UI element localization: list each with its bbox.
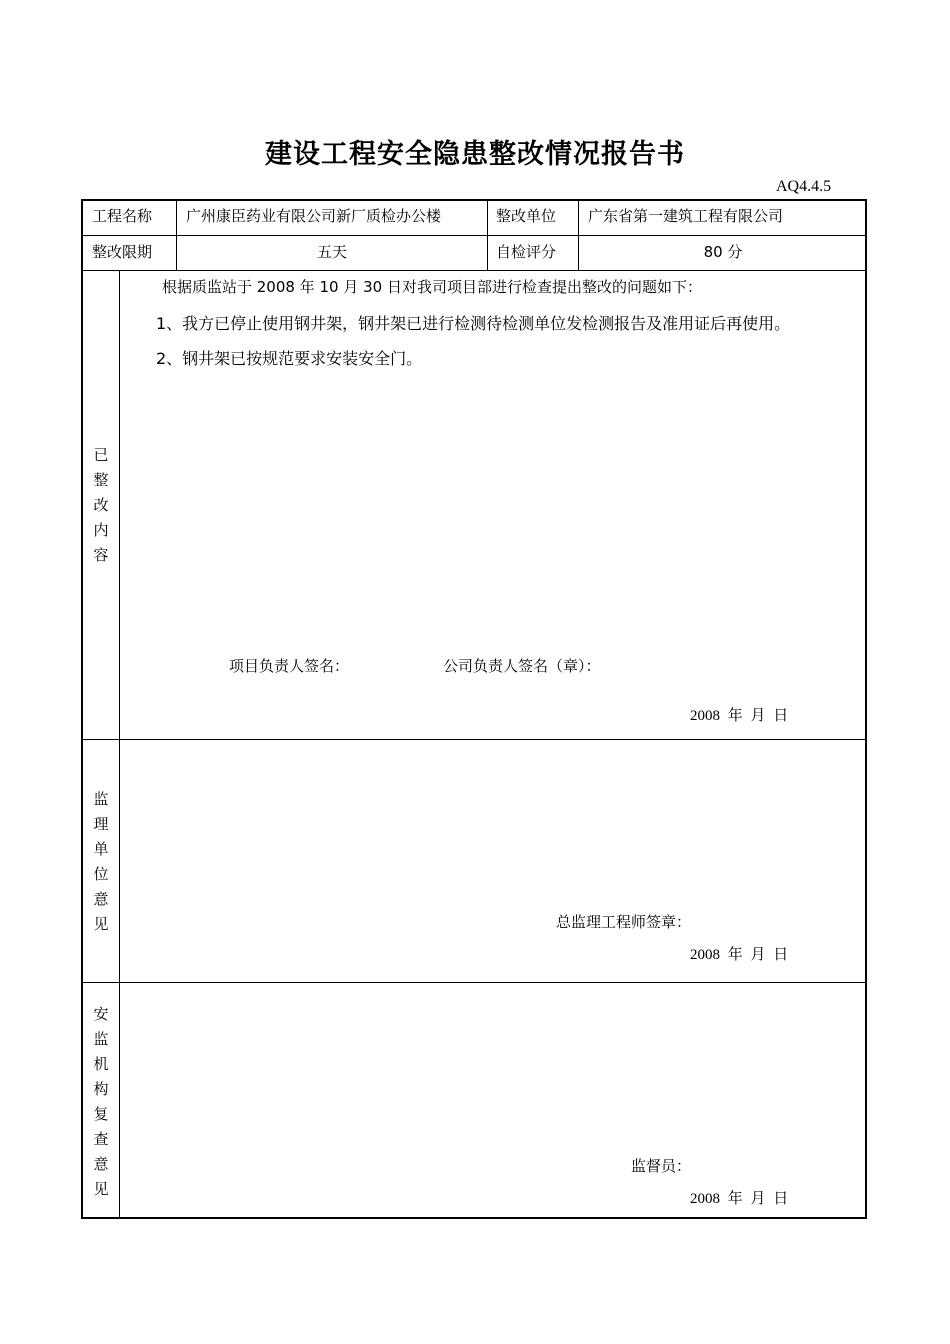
safety-review-label (84, 1002, 118, 1202)
document-code: AQ4.4.5 (776, 178, 832, 195)
label-char: 监 (93, 1030, 109, 1048)
label-char: 已 (93, 446, 109, 464)
label-char: 改 (93, 496, 109, 514)
label-char: 位 (93, 865, 109, 883)
rectified-item: 1、我方已停止使用钢井架，钢井架已进行检测待检测单位发检测报告及准用证后再使用。 (156, 314, 791, 333)
rectified-intro: 根据质监站于 2008 年 10 月 30 日对我司项目部进行检查提出整改的问题如下： (162, 278, 702, 296)
label-char: 查 (93, 1130, 109, 1148)
inspector-sign-label: 监督员： (631, 1157, 692, 1175)
project-name-value: 广州康臣药业有限公司新厂质检办公楼 (186, 207, 442, 225)
col-divider (119, 270, 120, 1218)
label-char: 整 (93, 471, 109, 489)
label-char: 单 (93, 840, 109, 858)
supervision-date: 2008 年 月 日 (690, 947, 789, 963)
rectified-content-label (84, 443, 118, 568)
supervision-opinion-label (84, 787, 118, 937)
row-divider (82, 270, 867, 271)
row-divider (82, 235, 867, 236)
col-divider (487, 200, 488, 270)
label-char: 构 (93, 1080, 109, 1098)
document-title: 建设工程安全隐患整改情况报告书 (265, 139, 685, 170)
deadline-label: 整改限期 (92, 243, 153, 261)
project-sign-label: 项目负责人签名： (229, 657, 350, 675)
safety-date: 2008 年 月 日 (690, 1191, 789, 1207)
self-score-label: 自检评分 (496, 243, 557, 261)
label-char: 安 (93, 1005, 109, 1023)
rectify-unit-label: 整改单位 (496, 207, 557, 225)
deadline-value: 五天 (316, 243, 347, 261)
rectified-date: 2008 年 月 日 (690, 708, 789, 724)
label-char: 理 (93, 815, 109, 833)
label-char: 机 (93, 1055, 109, 1073)
row-divider (82, 982, 867, 983)
label-char: 见 (93, 1180, 109, 1198)
label-char: 复 (93, 1105, 109, 1123)
company-sign-label: 公司负责人签名（章）： (443, 657, 601, 675)
label-char: 见 (93, 915, 109, 933)
rectify-unit-value: 广东省第一建筑工程有限公司 (588, 207, 784, 225)
label-char: 内 (93, 521, 109, 539)
label-char: 容 (93, 546, 109, 564)
label-char: 监 (93, 790, 109, 808)
row-divider (82, 739, 867, 740)
project-name-label: 工程名称 (92, 207, 153, 225)
rectified-item: 2、钢井架已按规范要求安装安全门。 (156, 349, 423, 368)
self-score-value: 80 分 (703, 243, 743, 261)
label-char: 意 (93, 890, 109, 908)
label-char: 意 (93, 1155, 109, 1173)
chief-supervisor-sign-label: 总监理工程师签章： (556, 913, 692, 931)
